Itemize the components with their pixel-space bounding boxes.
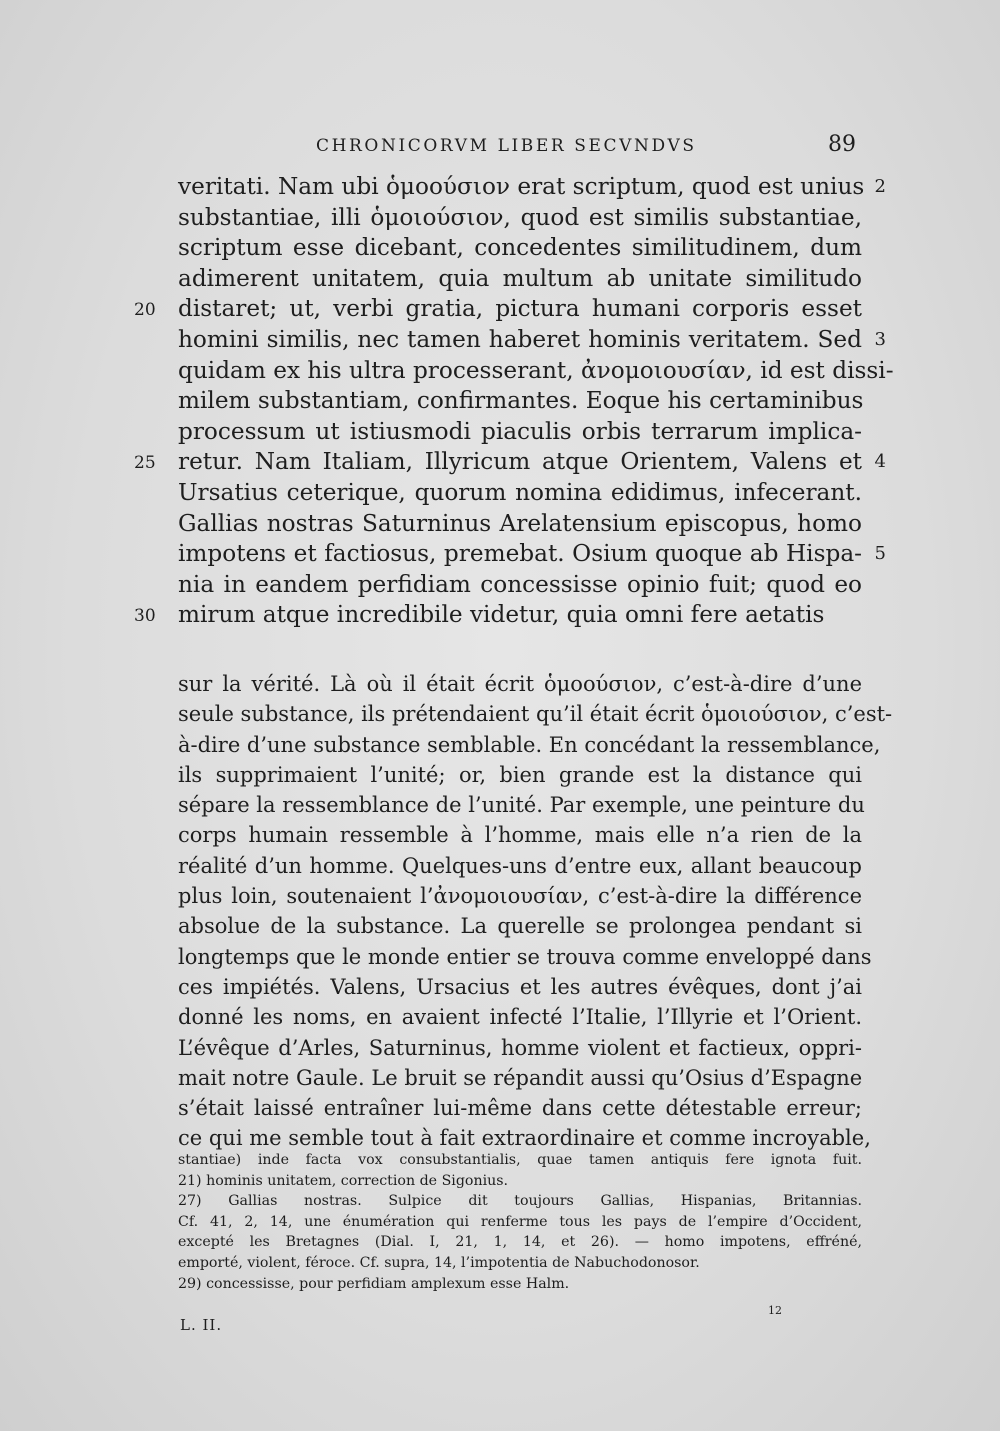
footnote-line: Cf. 41, 2, 14, une énumération qui renferme tous les pays de l’empire d’Occident,: [178, 1213, 862, 1230]
latin-text-block: [134, 172, 894, 631]
latin-line-text: Gallias nostras Saturninus Arelatensium episcopus, homo: [178, 509, 862, 537]
latin-line-text: milem substantiam, confirmantes. Eoque his certaminibus: [178, 387, 864, 415]
running-title: CHRONICORVM LIBER SECVNDVS: [316, 136, 697, 156]
latin-line-text: quidam ex his ultra processerant, ἀνομοιουσίαν, id est dissi-: [178, 356, 894, 384]
latin-line-text: substantiae, illi ὁμοιούσιον, quod est similis substantiae,: [178, 203, 862, 231]
footnote-line: 21) hominis unitatem, correction de Sigonius.: [178, 1172, 509, 1189]
french-line: ce qui me semble tout à fait extraordinaire et comme incroyable,: [178, 1126, 871, 1151]
latin-line-text: processum ut istiusmodi piaculis orbis terrarum implica-: [178, 417, 862, 445]
line-number: 25: [134, 453, 156, 474]
french-translation-block: [178, 669, 893, 1154]
latin-line-text: adimerent unitatem, quia multum ab unitate similitudo: [178, 264, 862, 292]
signature-mark: L. II.: [180, 1316, 223, 1334]
latin-line: [178, 325, 886, 356]
footnote-line: 27) Gallias nostras. Sulpice dit toujours Gallias, Hispanias, Britannias.: [178, 1193, 862, 1210]
latin-line: [178, 509, 868, 540]
latin-line: [178, 356, 894, 387]
running-header: [316, 132, 856, 157]
latin-line-text: Ursatius ceterique, quorum nomina edidimus, infecerant.: [178, 478, 862, 506]
section-number: 4: [874, 451, 886, 473]
footnote-line: excepté les Bretagnes (Dial. I, 21, 1, 14, et 26). — homo impotens, effréné,: [178, 1234, 862, 1251]
latin-line: [134, 447, 886, 478]
french-line: réalité d’un homme. Quelques-uns d’entre eux, allant beaucoup: [178, 853, 862, 878]
latin-line: [178, 570, 868, 601]
french-line: sur la vérité. Là où il était écrit ὁμοούσιον, c’est-à-dire d’une: [178, 672, 862, 696]
page-number: 89: [828, 132, 856, 157]
latin-line: [178, 386, 868, 417]
french-line: longtemps que le monde entier se trouva comme enveloppé dans: [178, 944, 872, 969]
latin-line-text: distaret; ut, verbi gratia, pictura humani corporis esset: [178, 295, 862, 323]
latin-line: [178, 264, 868, 295]
section-number: 5: [874, 543, 886, 565]
latin-line: [134, 600, 868, 631]
french-line: sépare la ressemblance de l’unité. Par exemple, une peinture du: [178, 793, 865, 818]
french-line: à-dire d’une substance semblable. En concédant la ressemblance,: [178, 732, 881, 757]
latin-line: [178, 203, 868, 234]
latin-line: [178, 233, 868, 264]
latin-line-text: retur. Nam Italiam, Illyricum atque Orientem, Valens et: [178, 448, 862, 476]
line-number: 30: [134, 606, 156, 627]
footnotes-block: [178, 1150, 862, 1294]
french-line: donné les noms, en avaient infecté l’Italie, l’Illyrie et l’Orient.: [178, 1005, 862, 1030]
french-line: absolue de la substance. La querelle se prolongea pendant si: [178, 914, 862, 939]
french-line: ils supprimaient l’unité; or, bien grande est la distance qui: [178, 762, 862, 787]
sheet-number: 12: [768, 1304, 782, 1317]
section-number: 2: [874, 176, 886, 197]
footnote-line: stantiae) inde facta vox consubstantialis, quae tamen antiquis fere ignota fuit.: [178, 1152, 862, 1168]
french-line: ces impiétés. Valens, Ursacius et les autres évêques, dont j’ai: [178, 974, 862, 999]
section-number: 3: [874, 328, 886, 350]
latin-line: [178, 172, 886, 203]
footnote-line: emporté, violent, féroce. Cf. supra, 14, l’impotentia de Nabuchodonosor.: [178, 1254, 700, 1271]
latin-line: [134, 294, 868, 325]
french-line: plus loin, soutenaient l’ἀνομοιουσίαν, c’est-à-dire la différence: [178, 884, 862, 909]
latin-line: [178, 478, 868, 509]
french-line: mait notre Gaule. Le bruit se répandit aussi qu’Osius d’Espagne: [178, 1065, 863, 1090]
latin-line-text: impotens et factiosus, premebat. Osium quoque ab Hispa-: [178, 540, 862, 568]
french-line: corps humain ressemble à l’homme, mais elle n’a rien de la: [178, 823, 862, 848]
latin-line: [178, 417, 868, 448]
latin-line-text: nia in eandem perfidiam concessisse opinio fuit; quod eo: [178, 570, 862, 598]
line-number: 20: [134, 300, 156, 321]
latin-line-text: veritati. Nam ubi ὁμοούσιον erat scriptum, quod est unius: [178, 173, 865, 200]
french-line: seule substance, ils prétendaient qu’il était écrit ὁμοιούσιον, c’est-: [178, 702, 893, 727]
french-line: s’était laissé entraîner lui-même dans cette détestable erreur;: [178, 1096, 862, 1121]
french-line: L’évêque d’Arles, Saturninus, homme violent et factieux, oppri-: [178, 1035, 862, 1060]
latin-line: [178, 539, 886, 570]
latin-line-text: homini similis, nec tamen haberet hominis veritatem. Sed: [178, 325, 862, 353]
latin-line-text: scriptum esse dicebant, concedentes similitudinem, dum: [178, 234, 862, 262]
footnote-line: 29) concessisse, pour perfidiam amplexum esse Halm.: [178, 1275, 570, 1292]
latin-line-text: mirum atque incredibile videtur, quia omni fere aetatis: [178, 601, 825, 629]
